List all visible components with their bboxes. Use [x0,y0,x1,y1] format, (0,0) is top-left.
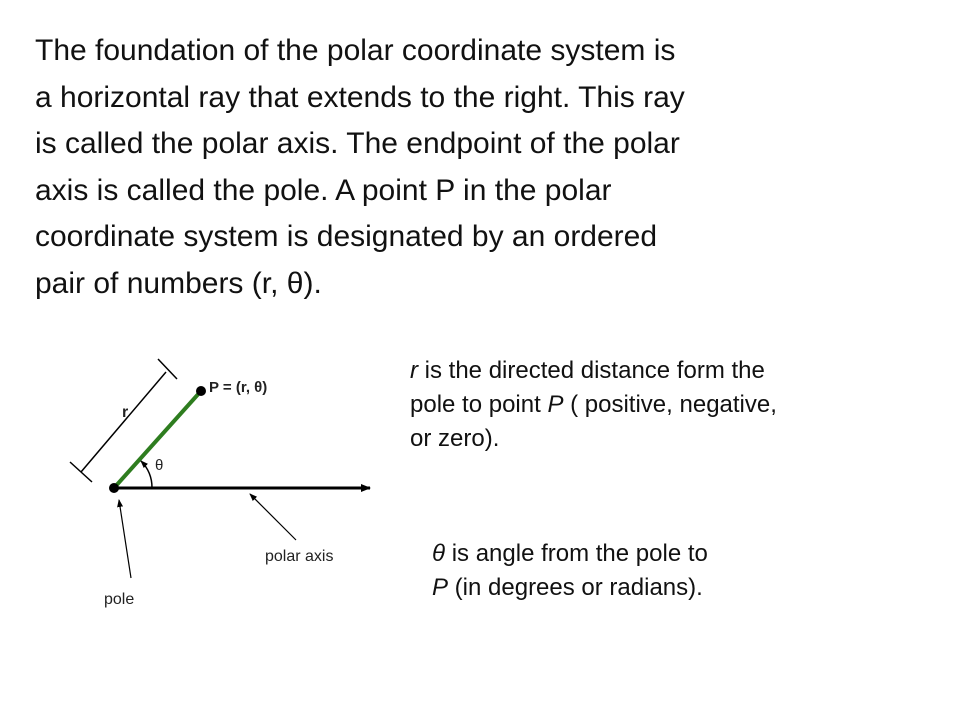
intro-line: axis is called the pole. A point P in the polar [35,173,612,207]
r-dimension-tick [70,462,92,482]
theta-description-line [432,537,708,571]
r-description [410,354,777,456]
pole-label: pole [104,591,135,608]
pole-pointer [119,500,131,578]
intro-line: is called the polar axis. The endpoint of the polar [35,127,680,160]
r-dimension-tick [158,359,177,379]
p-var: P [547,391,564,418]
r-description-line: or zero). [410,425,500,452]
r-label: r [122,404,129,421]
theta-description-line [432,571,708,605]
r-var: r [410,357,418,384]
r-text: pole to point [410,391,548,418]
r-description-line [410,388,777,422]
point-p-label: P = (r, θ) [209,379,268,396]
theta-label: θ [155,457,164,474]
r-text: ( positive, negative, [563,391,777,418]
pole-dot [109,483,119,493]
point-p-dot [196,386,206,396]
intro-line: a horizontal ray that extends to the right. This ray [35,80,685,114]
polar-axis-label: polar axis [265,548,334,565]
theta-text: (in degrees or radians). [448,574,703,601]
polar-axis-pointer [250,494,296,540]
intro-line: pair of numbers (r, θ). [35,266,322,300]
theta-arc [141,461,152,488]
r-dimension-line [81,372,166,472]
intro-line: The foundation of the polar coordinate system is [35,34,676,67]
intro-line: coordinate system is designated by an ordered [35,220,658,253]
theta-var: θ [432,540,446,567]
r-description-line [410,354,777,388]
theta-description [432,537,708,605]
r-text: is the directed distance form the [418,357,765,384]
p-var: P [432,574,449,601]
theta-text: is angle from the pole to [445,540,708,567]
